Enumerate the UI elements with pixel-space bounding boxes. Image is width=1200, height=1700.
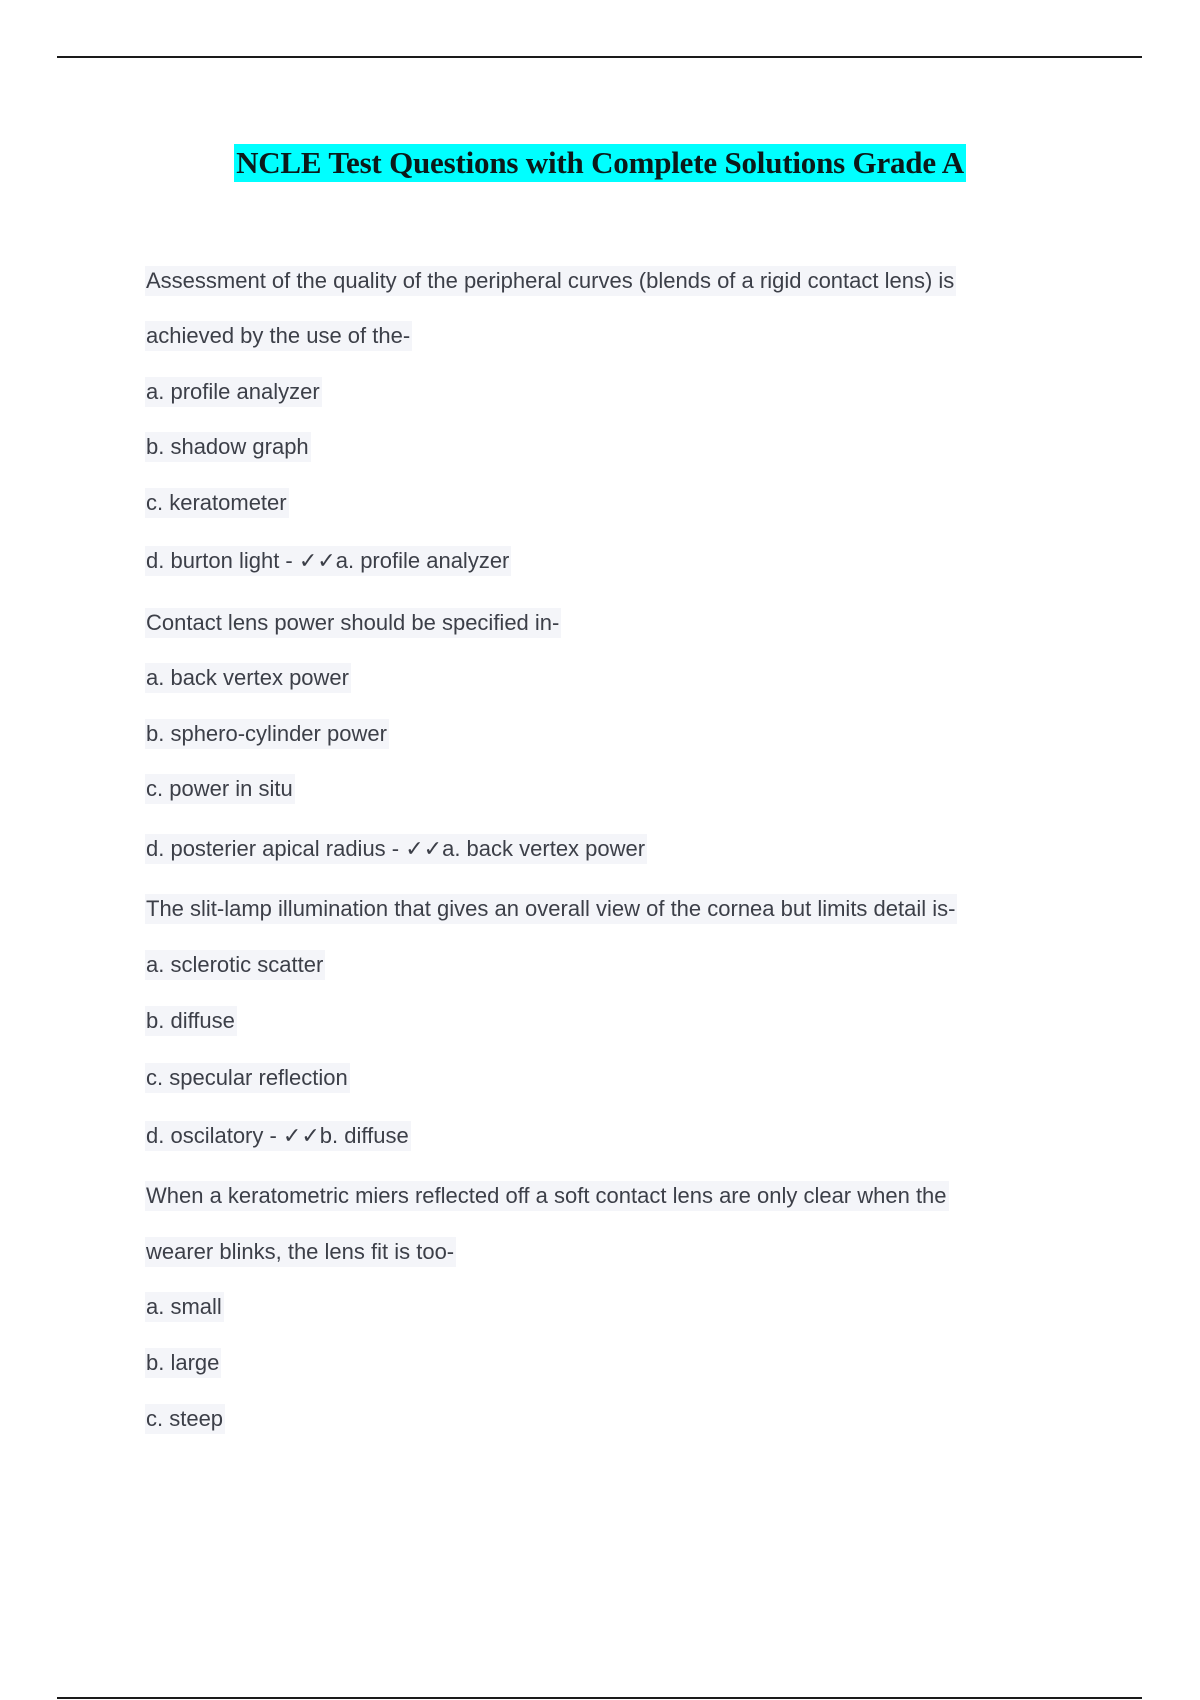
option-b: b. diffuse (145, 1006, 237, 1036)
question-stem: Contact lens power should be specified in- (145, 608, 561, 638)
option-d-with-answer: d. posterier apical radius - ✓✓a. back vertex power (145, 834, 647, 864)
bottom-rule (57, 1697, 1142, 1699)
question-stem: When a keratometric miers reflected off a soft contact lens are only clear when the (145, 1181, 949, 1211)
title-container (0, 144, 1200, 182)
option-d-with-answer: d. oscilatory - ✓✓b. diffuse (145, 1121, 411, 1151)
option-c: c. specular reflection (145, 1063, 350, 1093)
question-stem: Assessment of the quality of the peripheral curves (blends of a rigid contact lens) is (145, 266, 956, 296)
question-stem: wearer blinks, the lens fit is too- (145, 1237, 456, 1267)
option-a: a. small (145, 1292, 224, 1322)
option-b: b. sphero-cylinder power (145, 719, 389, 749)
page-title: NCLE Test Questions with Complete Solutions Grade A (236, 145, 964, 180)
question-stem: The slit-lamp illumination that gives an overall view of the cornea but limits detail is- (145, 894, 957, 924)
option-a: a. back vertex power (145, 663, 351, 693)
option-a: a. sclerotic scatter (145, 950, 325, 980)
option-a: a. profile analyzer (145, 377, 322, 407)
option-d-with-answer: d. burton light - ✓✓a. profile analyzer (145, 546, 511, 576)
top-rule (57, 56, 1142, 58)
option-c: c. power in situ (145, 774, 295, 804)
option-c: c. keratometer (145, 488, 289, 518)
option-b: b. large (145, 1348, 221, 1378)
option-c: c. steep (145, 1404, 225, 1434)
question-stem: achieved by the use of the- (145, 321, 412, 351)
option-b: b. shadow graph (145, 432, 311, 462)
